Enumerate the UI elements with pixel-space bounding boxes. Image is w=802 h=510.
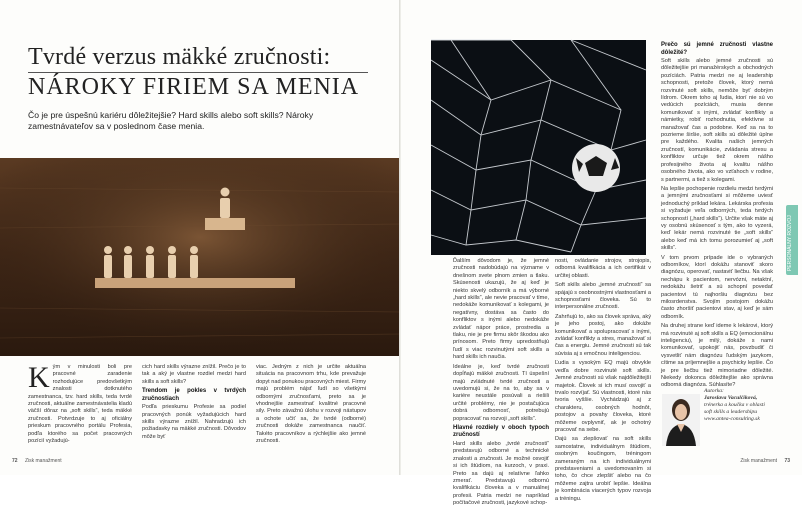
- right-col1-text3: Hard skills alebo „tvrdé zručnosti“ predstavujú odborné a technické znalosti a zručnosti. Je možné osvojiť si ich štúdiom, na kurzoch, v praxi. Preto sa dajú aj relatívne ľahko zmerať. Predstavujú odbornú kvalifikáciu človeka a v manuálnej profesii. Patria medzi ne napríklad počítačové zručnosti, jazykové schop-: [453, 440, 549, 507]
- section-tab-label: PERSONÁLNY ROZVOJ: [787, 215, 793, 271]
- section-tab: [786, 205, 798, 275]
- author-website: www.antea-consulting.sk: [704, 416, 760, 422]
- right-col1-heading: Hlavné rozdiely v oboch typoch zručností: [453, 424, 549, 439]
- right-column-1: [453, 258, 549, 510]
- left-footer-title: Zisk manažment: [24, 458, 62, 464]
- right-page-number: 73: [784, 458, 790, 464]
- author-portrait: [662, 394, 700, 446]
- right-column-2: [555, 258, 651, 505]
- right-col2-text2: Soft skills alebo „jemné zručnosti“ sa spájajú s osobnostnými vlastnosťami a schopnosťami človeka. Sú to interpersonálne zručnosti.: [555, 282, 651, 311]
- right-col2-text4: Ľudia s vysokým EQ majú obvykle vedľa dobre rozvinuté soft skills. Jemné zručnosti sú však najdôležitejší majetok. Človek si ich musí osvojiť a trvalo rozvíjať. Sú vlastnosti, ktoré nás tvoria vyššie. Vychádzajú aj z charakteru, osobných hodnôt, postojov a povahy človeka, ktoré môžeme ovplyvniť, ak je ochotný pracovať na sebe.: [555, 360, 651, 433]
- drop-cap: K: [28, 361, 50, 394]
- left-page-number: 72: [12, 458, 18, 464]
- right-col2-text5: Dajú sa zlepšovať na soft skills samostatne, individuálnym štúdiom, osobným koučingom, tréningom zameraným na ich individuálnymi predstaveniami a uvedomovaním si toho, čo chce zlepšiť alebo na čo môžeme zajtra urobiť lepšie. Ideálna je kombinácia viacerých typov rozvoja a tréningu.: [555, 436, 651, 502]
- right-col1-text: Ďalším dôvodom je, že jemné zručnosti nadobúdajú na význame v dnešnom svete plnom zmien a tlaku. Skúsenosti ukazujú, že aj keď je niekto skvelý odborník a má výborné „hard skills“, ale nevie pracovať v tíme, nedokáže komunikovať s kolegami, je negatívny, dostáva sa často do konfliktov s inými alebo nedokáže zvládať nápor práce, prostredia a tlaku, nie je pre firmu skôr škodou ako prínosom. Preto firmy upredostňujú ľudí s viac rozvinutými soft skills a hard skills ich naučia.: [453, 258, 549, 361]
- author-box: [662, 388, 774, 450]
- left-col2-heading: Trendom je pokles v tvrdých zručnostiach: [142, 388, 246, 402]
- football-net-photo: [431, 40, 646, 255]
- right-footer: [740, 458, 790, 464]
- article-title-line2: NÁROKY FIRIEM SA MENIA: [28, 74, 360, 100]
- article-lead: Čo je pre úspešnú kariéru dôležitejšie? Hard skills alebo soft skills? Nároky zamestnávateľov sa v poslednom čase menia.: [28, 110, 314, 131]
- article-title-line1: Tvrdé verzus mäkké zručnosti:: [28, 44, 331, 70]
- left-footer: [12, 458, 62, 464]
- left-col2-text2: Podľa prieskumu Profesie sa podiel pracovných ponúk vyžadujúcich hard skills výrazne znížil. Nahradzujú ich požiadavky na mäkké zručnosti. Dôvodov môže byť: [142, 404, 246, 440]
- left-column-3: [256, 364, 366, 447]
- left-col3-text: viac. Jedným z nich je určite aktuálna situácia na pracovnom trhu, kde prevažuje dopyt nad ponukou pracovných miest. Firmy majú problém nájsť ľudí so všetkými odbornými zručnosťami, preto sa je vhodnejšie zamestnať kvalitné pracovné sily. Preto závažnú úlohu v rozvoji nástupov a ochote učiť sa, že tvrdé (odborné) zručnosti dokáže zamestnanca naučiť. Takéto pracovníkov a rýchlejšie ako jemné zručnosti.: [256, 364, 366, 445]
- right-col2-text: nosti, ovládanie strojov, strojopis, odborná kvalifikácia a ich certifikát v určitej oblasti.: [555, 258, 651, 279]
- author-info: [704, 388, 774, 423]
- author-name: Jaroslava Vaculčíková,: [704, 395, 758, 401]
- sidebar-heading: Prečo sú jemné zručnosti vlastne dôležité?: [661, 42, 773, 56]
- left-col2-text: cich hard skills výrazne znížil. Prečo je to tak a aký je vlastne rozdiel medzi hard skills a soft skills?: [142, 364, 246, 385]
- business-people-figures-photo: [0, 158, 401, 356]
- author-label: Autorka:: [704, 388, 724, 394]
- author-role: trénerka a koučka v oblasti soft skills a leadershipu: [704, 402, 765, 415]
- sidebar-text1: Soft skills alebo jemné zručnosti sú dôležitejšie pri manažérskych a obchodných pozíciách. Patria medzi ne aj leadership schopnosti, pretože človek, ktorý nemá rozvinuté soft skills, nemôže byť dobrým lídrom. Okrem toho aj ľudia, ktorí nie sú vo vedúcich pozíciách, musia denne komunikovať s inými, zvládať konflikty a námietky, robiť rozhodnutia, efektívne si manažovať čas a podobne. Keď sa na to pozrieme širšie, soft skills sú dôležité úplne pre každého. Kvalita našich jemných zručností, komunikácie, zvládania stresu a konfliktov určuje tiež okrem nášho profesijného života aj kvalitu nášho osobného života, ako vo vzťahoch v rodine, s partnermi, a tiež s kolegami.: [661, 58, 773, 183]
- sidebar-text3: V tom prvom prípade ide o vybraných odborníkov, ktorí dokážu stanoviť skoro diagnózu, operovať, nastaviť liečbu. Na však nechápu k pacientom, nervózni, netaktní, nedokážu šetriť a sú schopní povedať pacientovi tú najhoršiu diagnózu bez milosrdenstva. Svojím postojom dokážu často zhoršiť pacientovi stav, aj keď je sám odborník.: [661, 254, 773, 320]
- title-divider: [28, 72, 368, 73]
- right-col1-text2: Ideálne je, keď tvrdé zručnosti dopĺňajú mäkké zručnosti. Tí úspešní majú zvládnuté tvrdé zručnosti a uvedomujú si, že na to, aby sa v kariére neustále posúvali a riešili určité problémy, nie je postačujúca dobrá odbornosť, potrebujú popracovať na rozvoji „soft skills“.: [453, 363, 549, 422]
- right-page: [401, 0, 802, 507]
- right-footer-title: Zisk manažment: [740, 458, 778, 464]
- sidebar-text2: Na lepšie pochopenie rozdielu medzi tvrdými a jemnými zručnosťami si môžeme uviesť jednoduchý príklad lekára. Lekárska profesia si vyžaduje veľa odborných, teda tvrdých schopností („hard skills“). Určite však máte aj vy osobnú skúsenosť s tým, ako to vyzerá, keď lekár nemá rozvinuté tie „soft skills“ alebo keď má ich tomu porozumieť aj „soft skills“.: [661, 185, 773, 252]
- sidebar-text4: Na druhej strane keď ideme k lekárovi, ktorý má rozvinuté aj soft skills a EQ (emocionálnu inteligenciu), je milý, dokáže s nami komunikovať, upokojiť nás, povzbudiť či vysvetliť nám diagnózu ľudským jazykom, cítime sa príjemnejšie a psychicky lepšie. Čo je pre liečbu tiež mimoriadne dôležité. Niekedy dokonca dôležitejšie ako správna odborná diagnóza. Súhlasíte?: [661, 323, 773, 389]
- left-column-2: [142, 364, 246, 443]
- right-col2-text3: Zahrňujú to, ako sa človek správa, aký je jeho postoj, ako dokáže komunikovať a spolupracovať s inými, zvládať konflikty a stres, manažovať si čas a energiu. Jemné zručnosti sú tak súvisia aj s emočnou inteligenciou.: [555, 313, 651, 357]
- sidebar-box: [661, 40, 773, 392]
- left-col1-text: ým v minulosti boli pre pracovné zaradenie rozhodujúce predovšetkým znalosti dotknutého zamestnanca, tzv. hard skills, teda tvrdé zručnosti, aktuálne zamestnávatelia kladú väčší dôraz na „soft skills“, teda mäkké zručnosti. Potvrdzuje to aj oficiálny prieskum pracovného portálu Profesia, podľa ktorého sa počet pracovných pozícií vyžadujú-: [28, 364, 132, 445]
- left-column-1: [28, 361, 132, 445]
- left-page: [0, 0, 401, 475]
